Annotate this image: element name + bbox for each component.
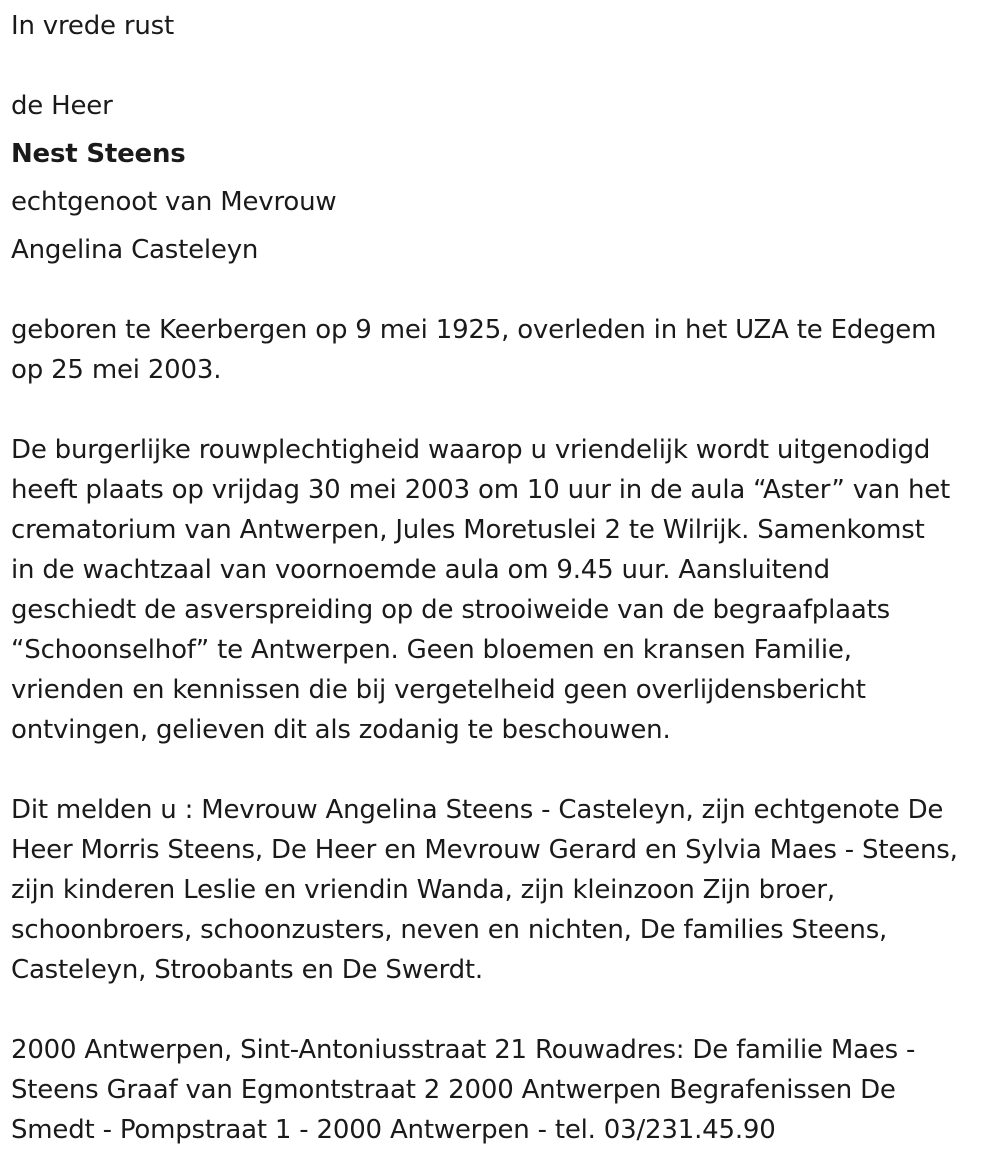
paragraph-line: geschiedt de asverspreiding op de strooiweide van de begraafplaats [11, 595, 890, 625]
paragraph-line: geboren te Keerbergen op 9 mei 1925, overleden in het UZA te Edegem [11, 315, 937, 345]
in-memoriam-heading: In vrede rust [11, 11, 174, 41]
paragraph-line: 2000 Antwerpen, Sint-Antoniusstraat 21 Rouwadres: De familie Maes - [11, 1035, 916, 1065]
paragraph-line: Casteleyn, Stroobants en De Swerdt. [11, 955, 483, 985]
paragraph-line: Dit melden u : Mevrouw Angelina Steens - Casteleyn, zijn echtgenote De [11, 795, 944, 825]
paragraph-line: crematorium van Antwerpen, Jules Moretuslei 2 te Wilrijk. Samenkomst [11, 515, 925, 545]
spacer [11, 270, 991, 310]
ceremony-paragraph [11, 430, 991, 750]
paragraph-line: Smedt - Pompstraat 1 - 2000 Antwerpen - tel. 03/231.45.90 [11, 1115, 776, 1145]
spacer [11, 390, 991, 430]
announcers-paragraph [11, 790, 991, 990]
paragraph-line: “Schoonselhof” te Antwerpen. Geen bloemen en kransen Familie, [11, 635, 852, 665]
paragraph-line: heeft plaats op vrijdag 30 mei 2003 om 10 uur in de aula “Aster” van het [11, 475, 951, 505]
spouse-name: Angelina Casteleyn [11, 235, 259, 265]
paragraph-line: vrienden en kennissen die bij vergetelheid geen overlijdensbericht [11, 675, 866, 705]
spacer [11, 46, 991, 86]
paragraph-line: op 25 mei 2003. [11, 355, 222, 385]
paragraph-line: ontvingen, gelieven dit als zodanig te beschouwen. [11, 715, 671, 745]
spouse-intro: echtgenoot van Mevrouw [11, 187, 337, 217]
paragraph-line: Heer Morris Steens, De Heer en Mevrouw Gerard en Sylvia Maes - Steens, [11, 835, 958, 865]
honorific: de Heer [11, 91, 113, 121]
paragraph-line: Steens Graaf van Egmontstraat 2 2000 Antwerpen Begrafenissen De [11, 1075, 896, 1105]
birth-death-paragraph [11, 310, 991, 390]
paragraph-line: zijn kinderen Leslie en vriendin Wanda, zijn kleinzoon Zijn broer, [11, 875, 835, 905]
spacer [11, 750, 991, 790]
paragraph-line: De burgerlijke rouwplechtigheid waarop u vriendelijk wordt uitgenodigd [11, 435, 931, 465]
paragraph-line: schoonbroers, schoonzusters, neven en nichten, De families Steens, [11, 915, 888, 945]
obituary-notice [11, 0, 991, 1150]
paragraph-line: in de wachtzaal van voornoemde aula om 9.45 uur. Aansluitend [11, 555, 830, 585]
spacer [11, 990, 991, 1030]
address-paragraph [11, 1030, 991, 1150]
deceased-name: Nest Steens [11, 139, 186, 169]
